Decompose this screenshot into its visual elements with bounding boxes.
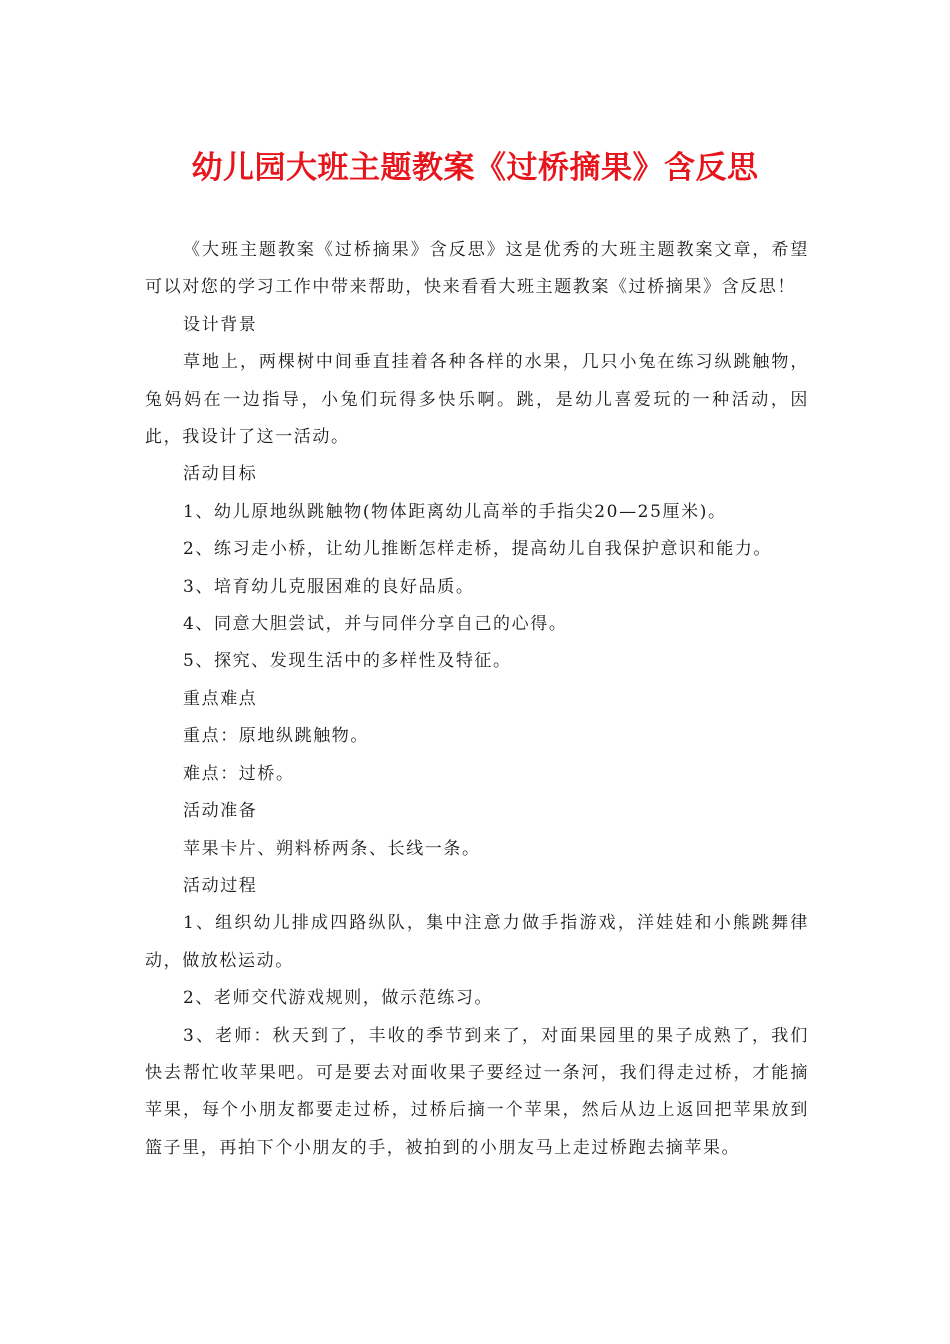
goal-item: 1、幼儿原地纵跳触物(物体距离幼儿高举的手指尖20—25厘米)。 (183, 501, 727, 522)
document-title: 幼儿园大班主题教案《过桥摘果》含反思 (191, 150, 759, 186)
process-step: 2、老师交代游戏规则，做示范练习。 (183, 988, 494, 1009)
section-heading-activity-goals: 活动目标 (183, 464, 258, 485)
goal-item: 2、练习走小桥，让幼儿推断怎样走桥，提高幼儿自我保护意识和能力。 (183, 539, 773, 560)
goal-item: 3、培育幼儿克服困难的良好品质。 (183, 576, 475, 597)
key-point-paragraph: 重点：原地纵跳触物。 (183, 726, 369, 747)
section-heading-design-background: 设计背景 (183, 314, 258, 335)
section-heading-key-points: 重点难点 (183, 688, 258, 709)
section-heading-preparation: 活动准备 (183, 801, 258, 822)
preparation-paragraph: 苹果卡片、朔料桥两条、长线一条。 (183, 838, 481, 859)
process-step: 3、老师：秋天到了，丰收的季节到来了，对面果园里的果子成熟了，我们快去帮忙收苹果吧。可是要去对面收果子要经过一条河，我们得走过桥，才能摘苹果，每个小朋友都要走过桥，过桥后摘一个苹果，然后从边上返回把苹果放到篮子里，再拍下个小朋友的手，被拍到的小朋友马上走过桥跑去摘苹果。 (145, 1025, 809, 1158)
section-heading-process: 活动过程 (183, 875, 258, 896)
intro-paragraph: 《大班主题教案《过桥摘果》含反思》这是优秀的大班主题教案文章，希望可以对您的学习工作中带来帮助，快来看看大班主题教案《过桥摘果》含反思！ (145, 240, 809, 298)
process-step: 1、组织幼儿排成四路纵队，集中注意力做手指游戏，洋娃娃和小熊跳舞律动，做放松运动。 (145, 913, 809, 971)
background-paragraph: 草地上，两棵树中间垂直挂着各种各样的水果，几只小兔在练习纵跳触物，兔妈妈在一边指导，小兔们玩得多快乐啊。跳，是幼儿喜爱玩的一种活动，因此，我设计了这一活动。 (145, 352, 809, 448)
document-body (145, 232, 809, 1167)
difficulty-paragraph: 难点：过桥。 (183, 763, 295, 784)
goal-item: 4、同意大胆尝试，并与同伴分享自己的心得。 (183, 614, 568, 635)
goal-item: 5、探究、发现生活中的多样性及特征。 (183, 651, 512, 672)
